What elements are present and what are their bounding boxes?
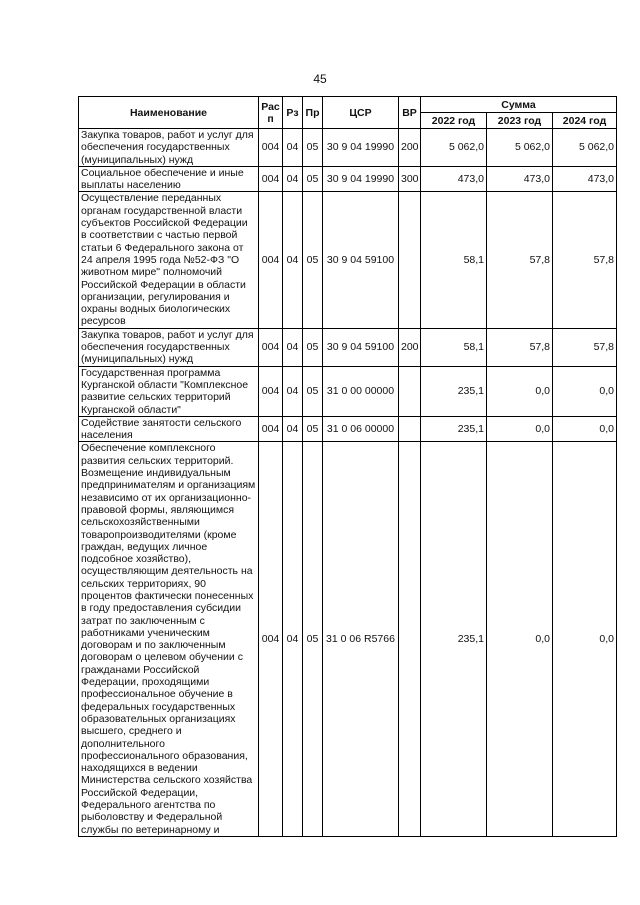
row-pr: 05: [303, 166, 323, 192]
row-2022: 235,1: [421, 442, 487, 837]
row-name: Государственная программа Курганской области "Комплексное развитие сельских территорий Курганской области": [79, 366, 259, 416]
row-2024: 5 062,0: [553, 129, 617, 167]
row-2022: 58,1: [421, 192, 487, 328]
row-rz: 04: [283, 129, 303, 167]
header-pr: Пр: [303, 97, 323, 129]
row-name: Социальное обеспечение и иные выплаты населению: [79, 166, 259, 192]
row-rz: 04: [283, 442, 303, 837]
row-name: Обеспечение комплексного развития сельских территорий. Возмещение индивидуальным предпринимателям и организациям независимо от их организационно-правовой формы, являющимся сельскохозяйственными товаропроизводителями (кроме граждан, ведущих личное подсобное хозяйство), осуществляющим деятельность на сельских территориях, 90 процентов фактически понесенных в году предоставления субсидии затрат по заключенным с работниками ученическим договорам и по заключенным договорам о целевом обучении с гражданами Российской Федерации, проходящими профессиональное обучение в федеральных государственных образовательных организациях высшего, среднего и дополнительного профессионального образования, находящихся в ведении Министерства сельского хозяйства Российской Федерации, Федерального агентства по рыболовству и Федеральной службы по ветеринарному и: [79, 442, 259, 837]
row-2024: 0,0: [553, 416, 617, 442]
row-name: Содействие занятости сельского населения: [79, 416, 259, 442]
row-2022: 235,1: [421, 416, 487, 442]
row-2024: 0,0: [553, 366, 617, 416]
row-name: Закупка товаров, работ и услуг для обеспечения государственных (муниципальных) нужд: [79, 129, 259, 167]
row-csr: 30 9 04 19990: [323, 166, 399, 192]
row-ras: 004: [259, 366, 283, 416]
row-2023: 57,8: [487, 328, 553, 366]
header-vr: ВР: [399, 97, 421, 129]
table-row: [79, 366, 617, 416]
row-vr: 200: [399, 328, 421, 366]
row-2024: 57,8: [553, 192, 617, 328]
row-ras: 004: [259, 442, 283, 837]
row-csr: 31 0 00 00000: [323, 366, 399, 416]
header-rz: Рз: [283, 97, 303, 129]
row-name: Осуществление переданных органам государственной власти субъектов Российской Федерации в соответствии с частью первой статьи 6 Федерального закона от 24 апреля 1995 года №52-ФЗ "О животном мире" полномочий Российской Федерации в области организации, регулирования и охраны водных биологических ресурсов: [79, 192, 259, 328]
row-pr: 05: [303, 416, 323, 442]
table-row: [79, 328, 617, 366]
row-vr: [399, 192, 421, 328]
header-sum: Сумма: [421, 97, 617, 113]
table-row: [79, 442, 617, 837]
row-rz: 04: [283, 416, 303, 442]
row-2023: 473,0: [487, 166, 553, 192]
header-csr: ЦСР: [323, 97, 399, 129]
row-vr: [399, 366, 421, 416]
row-2023: 0,0: [487, 442, 553, 837]
row-pr: 05: [303, 129, 323, 167]
row-csr: 30 9 04 59100: [323, 192, 399, 328]
row-2022: 58,1: [421, 328, 487, 366]
header-name: Наименование: [79, 97, 259, 129]
row-2024: 57,8: [553, 328, 617, 366]
page-number: 45: [313, 72, 327, 86]
table-row: [79, 166, 617, 192]
row-2024: 473,0: [553, 166, 617, 192]
row-csr: 31 0 06 00000: [323, 416, 399, 442]
row-rz: 04: [283, 166, 303, 192]
row-ras: 004: [259, 166, 283, 192]
row-rz: 04: [283, 366, 303, 416]
row-pr: 05: [303, 328, 323, 366]
row-ras: 004: [259, 416, 283, 442]
row-csr: 31 0 06 R5766: [323, 442, 399, 837]
row-2023: 57,8: [487, 192, 553, 328]
table-row: [79, 416, 617, 442]
row-name: Закупка товаров, работ и услуг для обеспечения государственных (муниципальных) нужд: [79, 328, 259, 366]
budget-table: [78, 96, 617, 837]
row-rz: 04: [283, 328, 303, 366]
row-vr: 200: [399, 129, 421, 167]
header-2023: 2023 год: [487, 113, 553, 129]
row-pr: 05: [303, 192, 323, 328]
row-2023: 0,0: [487, 366, 553, 416]
row-ras: 004: [259, 129, 283, 167]
row-vr: 300: [399, 166, 421, 192]
row-2023: 0,0: [487, 416, 553, 442]
row-2022: 473,0: [421, 166, 487, 192]
row-pr: 05: [303, 366, 323, 416]
row-2022: 235,1: [421, 366, 487, 416]
row-vr: [399, 416, 421, 442]
row-csr: 30 9 04 19990: [323, 129, 399, 167]
row-2024: 0,0: [553, 442, 617, 837]
header-2022: 2022 год: [421, 113, 487, 129]
header-ras: [259, 97, 283, 129]
row-2022: 5 062,0: [421, 129, 487, 167]
row-ras: 004: [259, 328, 283, 366]
row-ras: 004: [259, 192, 283, 328]
row-vr: [399, 442, 421, 837]
header-ras-label: Рас п: [261, 100, 280, 125]
header-2024: 2024 год: [553, 113, 617, 129]
table-row: [79, 192, 617, 328]
row-pr: 05: [303, 442, 323, 837]
row-2023: 5 062,0: [487, 129, 553, 167]
row-rz: 04: [283, 192, 303, 328]
row-csr: 30 9 04 59100: [323, 328, 399, 366]
table-row: [79, 129, 617, 167]
